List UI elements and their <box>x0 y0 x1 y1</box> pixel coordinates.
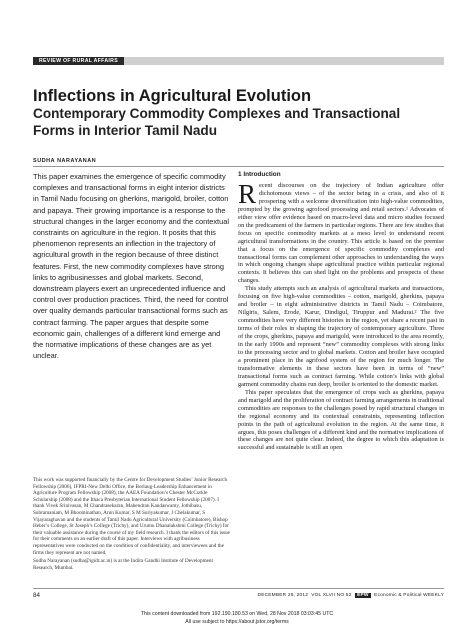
download-notice: This content downloaded from 192.190.180.53 on Wed, 28 Nov 2018 03:03:45 UTC <box>140 611 334 617</box>
acknowledgement-note <box>33 477 231 573</box>
funding-note: This work was supported financially by the Centre for Development Studies’ Junior Research Fellowship (2006), IFPRI-New Delhi Office, the Borlaug-Leadership Enhancement in Agriculture Program Fellowship (2008), the AAEA Foundation’s Chester McCorkle Scholarship (2008) and the Ithaca Presbyterian International Student Fellowship (2007). I thank Vivek Srinivasan, M Chandrasekaran, Mahendran Kandaswamy, Jothibasu, Subramaniam, M Bhoominathan, Arun Kumar, S M Suriyakumar, J Chelakumar, S Vijayaraghavan and the students of Tamil Nadu Agricultural University (Coimbatore), Bishop Heber’s College, St Joseph’s College (Trichy), and Urumu Dhanalakshmi College (Trichy) for their valuable assistance during the course of my field research. I thank the editors of this issue for their comments on an earlier draft of this paper. Interviews with agribusiness representatives were conducted on the condition of confidentiality, and interviewees and the firms they represent are not named. <box>33 477 230 556</box>
drop-cap: R <box>238 178 257 209</box>
body-paragraph <box>238 178 444 285</box>
journal-name: Economic & Political WEEKLY <box>374 593 444 598</box>
section-heading: 1 Introduction <box>238 171 281 178</box>
author-name: SUDHA NARAYANAN <box>33 158 97 164</box>
terms-notice: All use subject to https://about.jstor.org/terms <box>185 619 289 625</box>
page-number: 84 <box>33 592 40 599</box>
body-paragraph: This paper speculates that the emergence of crops such as gherkins, papaya and marigold and the proliferation of contract farming arrangements in traditional commodities are responses to the challenges posed by rapid structural changes in the regional economy and its contextual constraints, representing inflection points in the path of agricultural evolution in the region. At the same time, it argues, this poses challenges of a different kind and the normative implications of these changes are not quite clear. Indeed, the degree to which this adaptation is successful and sustainable is still an open <box>238 388 444 452</box>
abstract: This paper examines the emergence of specific commodity complexes and transactional forms in eight interior districts in Tamil Nadu focusing on gherkins, marigold, broiler, cotton and papaya. Their growing importance is a response to the structural changes in the larger economy and the contextual constraints on agriculture in the region. It posits that this phenomenon represents an inflection in the trajectory of agricultural growth in the region because of three distinct features. First, the new commodity complexes have strong links to agribusinesses and global markets. Second, downstream players exert an unprecedented influence and control over production practices. Third, the need for control over quality demands particular transactional forms such as contract farming. The paper argues that despite some economic gain, challenges of a different kind emerge and the normative implications of these changes are as yet unclear. <box>33 172 229 361</box>
article-subtitle: Contemporary Commodity Complexes and Transactional Forms in Interior Tamil Nadu <box>33 106 401 138</box>
footer-divider <box>33 588 444 589</box>
divider <box>33 166 444 167</box>
epw-logo: EPW <box>357 593 369 598</box>
issue-date: DECEMBER 29, 2012 <box>257 593 309 598</box>
section-bar <box>33 57 444 65</box>
article-title: Inflections in Agricultural Evolution <box>33 87 312 105</box>
section-tag: REVIEW OF RURAL AFFAIRS <box>33 57 124 65</box>
author-affiliation: Sudha Narayanan (sudha@igidr.ac.in) is at the Indira Gandhi Institute of Development Research, Mumbai. <box>33 558 213 571</box>
footer-citation <box>258 593 444 598</box>
paragraph-text: ecent discourses on the trajectory of Indian agriculture offer dichotomous views – of the sector being in a crisis, and also of it prospering with a welcome diversification into high-value commodities, prompted by the growing agrofood processing and retail sectors.¹ Advocates of either view offer evidence based on macro-level data and micro studies focused on the predicament of the farmers in particular regions. There are few studies that focus on specific commodity markets at a meso level to understand recent agricultural transformations in the country. This article is based on the premise that a focus on the emergence of specific commodity complexes and transactional forms can complement other approaches to understanding the ways in which ongoing changes shape agricultural practice within particular regional contexts. It believes this can shed light on the problems and prospects of these changes. <box>238 181 444 285</box>
volume-number: VOL XLVII NO 52 <box>311 593 352 598</box>
body-paragraph: This study attempts such an analysis of agricultural markets and transactions, focusing on five high-value commodities – cotton, marigold, gherkins, papaya and broiler – in eight administrative districts in Tamil Nadu – Coimbatore, Nilgiris, Salem, Erode, Karur, Dindigul, Tiruppur and Madurai.² The five commodities have very different histories in the region, yet share a recent past in terms of their roles in shaping the trajectory of contemporary agriculture. Three of the crops, gherkins, papaya and marigold, were introduced to the area recently, in the early 1990s and represent “new” commodity complexes with strong links to the processing sector and to global markets. Cotton and broiler have occupied a prominent place in the agrifood system of the region for much longer. The transformative elements in these sectors have been in terms of “new” transactional forms such as contract farming. While cotton’s links with global garment commodity chains run deep, broiler is oriented to the domestic market. <box>238 285 444 388</box>
body-column <box>238 171 444 452</box>
